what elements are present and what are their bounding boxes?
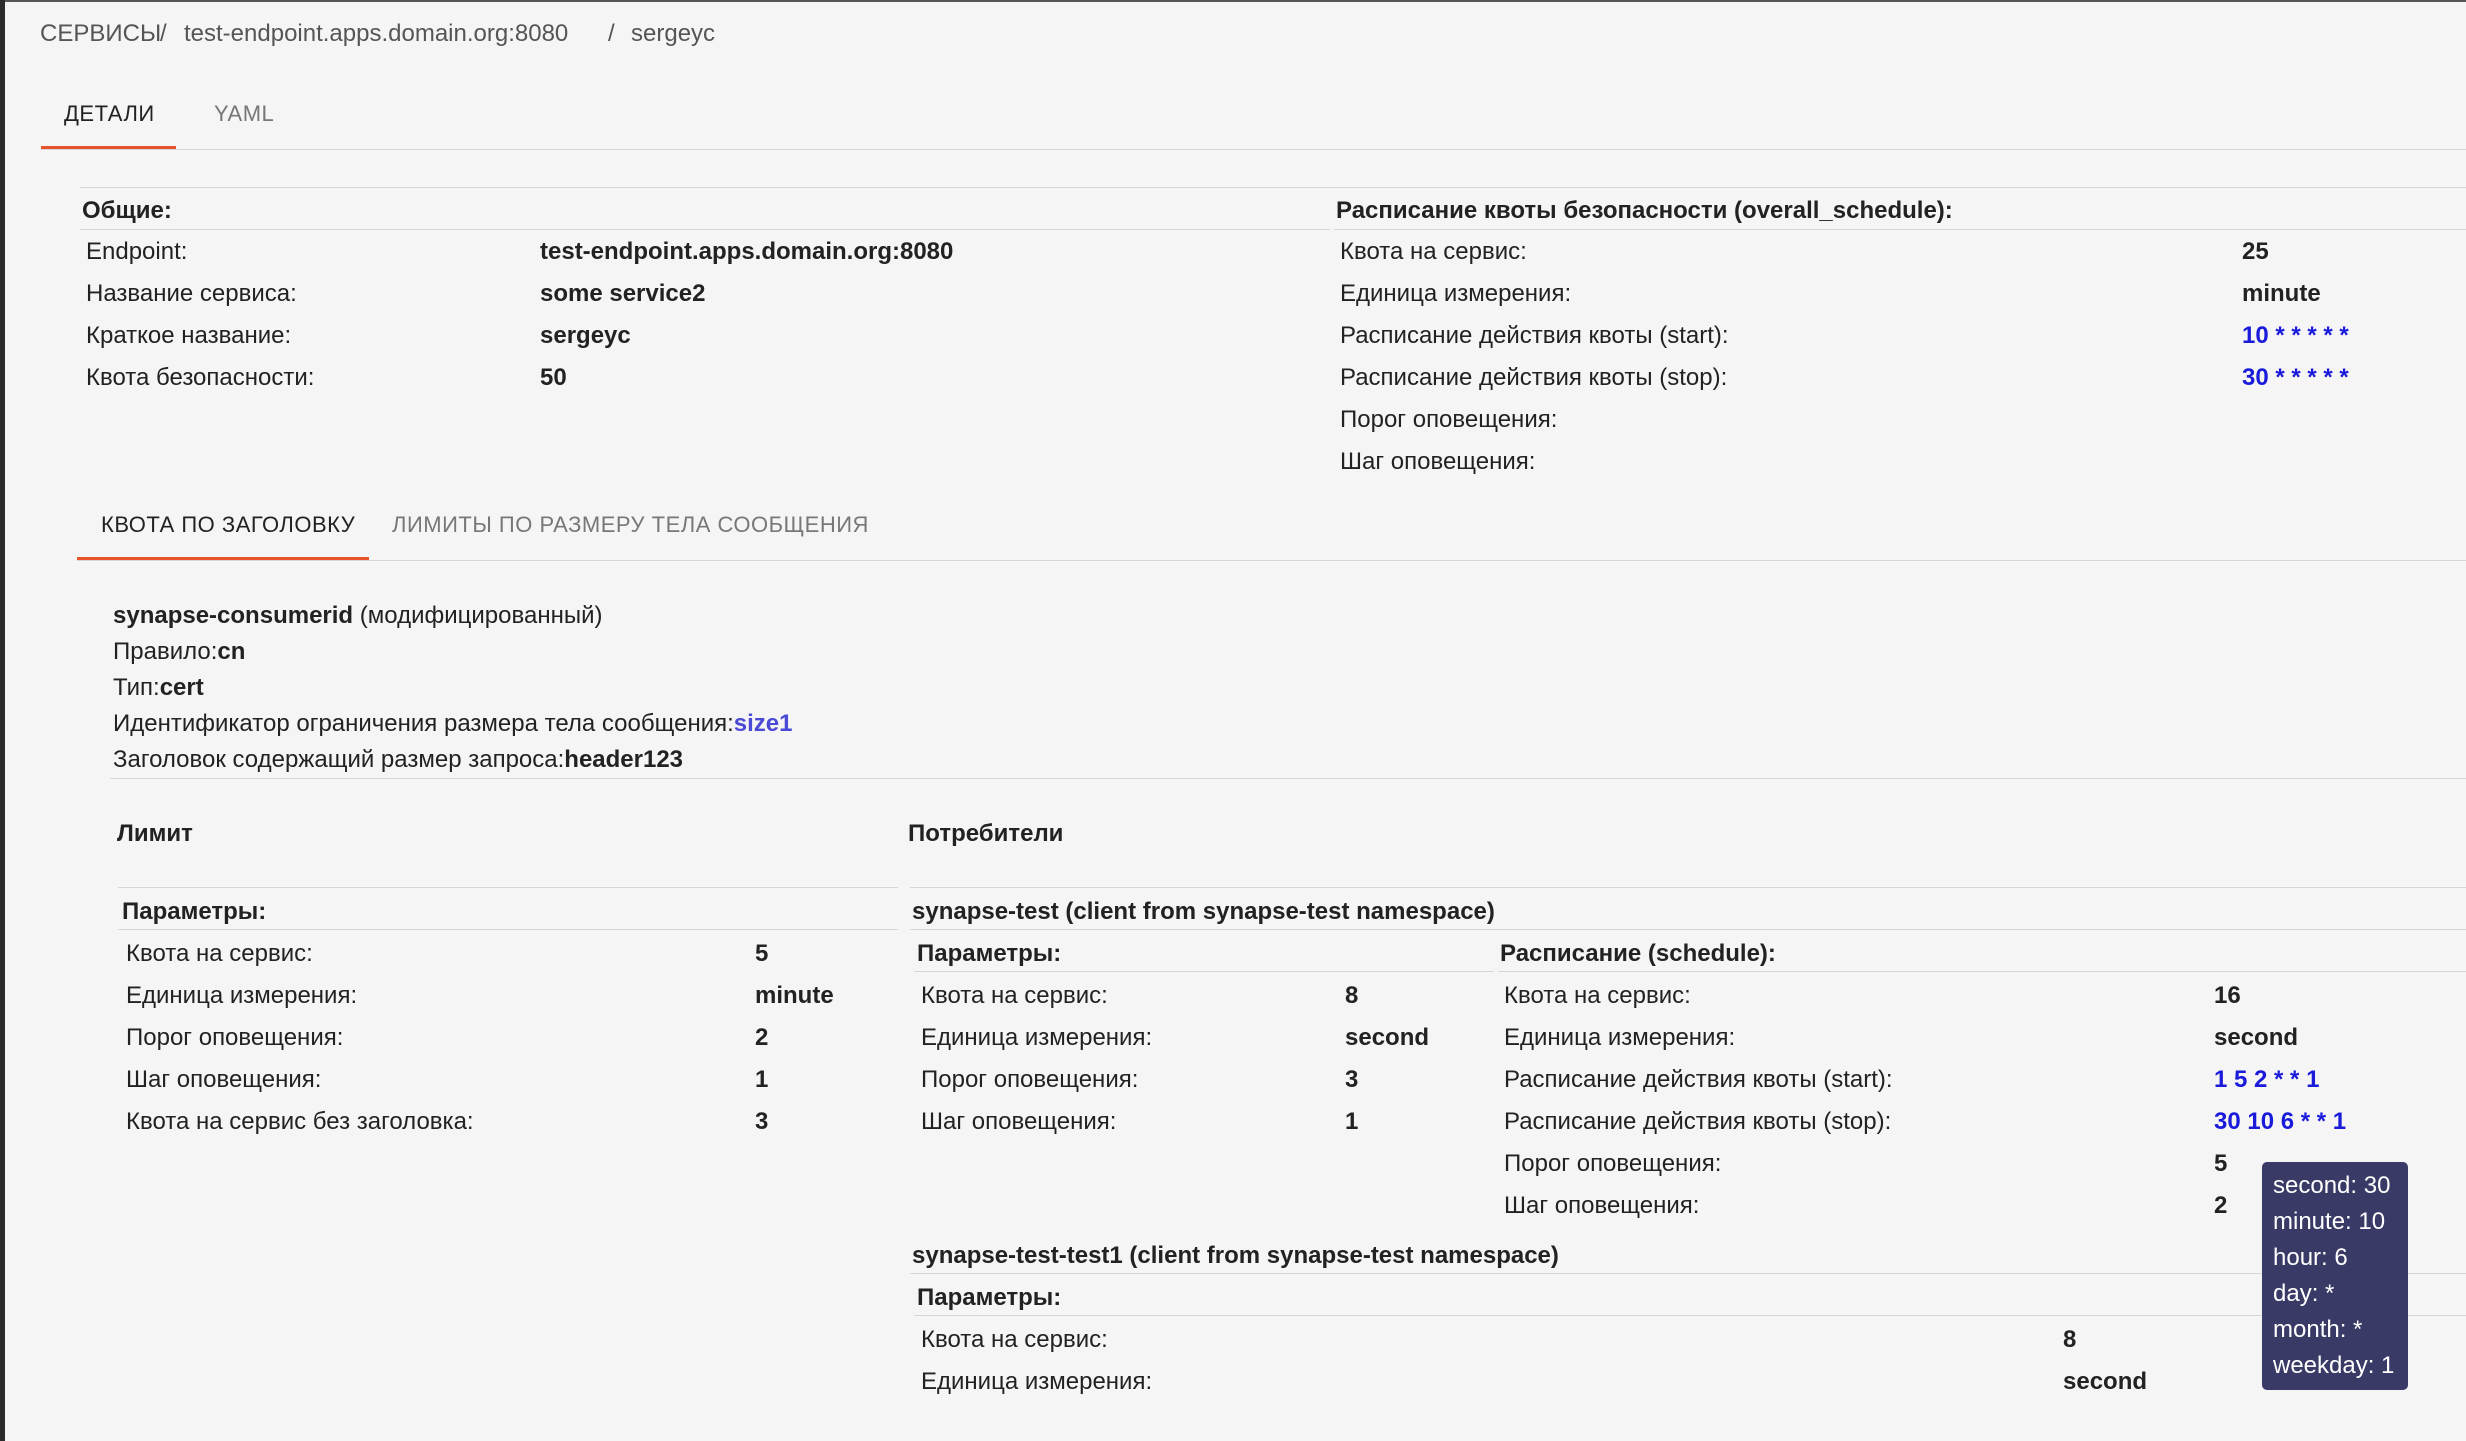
header-modified: (модифицированный) [359, 602, 603, 629]
consumer-name: synapse-test (client from synapse-test namespace) [912, 898, 1495, 925]
consumer-params-title: Параметры: [917, 1284, 1062, 1311]
consumer-param-label: Квота на сервис: [921, 1326, 1108, 1353]
breadcrumb-services-link[interactable]: СЕРВИСЫ [40, 20, 162, 47]
section-divider [118, 929, 898, 930]
section-divider [1334, 229, 2466, 230]
section-divider [80, 187, 2466, 188]
overall-label: Порог оповещения: [1340, 406, 1558, 433]
left-edge-bar [0, 0, 5, 1441]
consumer-param-value: 8 [1345, 982, 1359, 1009]
cron-start-link[interactable]: 10 * * * * * [2242, 322, 2349, 349]
general-value: some service2 [540, 280, 706, 307]
general-title: Общие: [82, 197, 172, 224]
overall-label: Расписание действия квоты (stop): [1340, 364, 1728, 391]
consumers-title: Потребители [908, 820, 1064, 847]
tooltip-line: hour: 6 [2273, 1244, 2348, 1271]
general-label: Квота безопасности: [86, 364, 315, 391]
schedule-label: Расписание действия квоты (start): [1504, 1066, 1893, 1093]
schedule-label: Расписание действия квоты (stop): [1504, 1108, 1892, 1135]
overall-schedule-title: Расписание квоты безопасности (overall_schedule): [1336, 197, 1953, 224]
general-label: Название сервиса: [86, 280, 297, 307]
header-name-line [113, 602, 602, 630]
limit-value: 1 [755, 1066, 769, 1093]
rule-value: cn [217, 638, 246, 665]
limit-label: Квота на сервис без заголовка: [126, 1108, 474, 1135]
limit-value: 5 [755, 940, 769, 967]
top-border [5, 0, 2466, 2]
cron-stop-link[interactable]: 30 * * * * * [2242, 364, 2349, 391]
limit-label: Единица измерения: [126, 982, 358, 1009]
section-divider [1498, 971, 2466, 972]
consumer-param-value: second [1345, 1024, 1430, 1051]
rule-line [113, 638, 245, 666]
schedule-label: Единица измерения: [1504, 1024, 1736, 1051]
limit-value: minute [755, 982, 834, 1009]
breadcrumb-current: sergeyc [631, 20, 716, 47]
type-label: Тип: [113, 674, 160, 701]
limit-title: Лимит [117, 820, 193, 847]
tooltip-line: month: * [2273, 1316, 2363, 1343]
breadcrumb-separator: / [608, 20, 615, 47]
rule-label: Правило: [113, 638, 218, 665]
schedule-value: second [2214, 1024, 2299, 1051]
consumer-param-value: 1 [1345, 1108, 1359, 1135]
schedule-label: Квота на сервис: [1504, 982, 1691, 1009]
general-value: 50 [540, 364, 567, 391]
section-divider [910, 929, 2466, 930]
limit-label: Порог оповещения: [126, 1024, 344, 1051]
overall-label: Расписание действия квоты (start): [1340, 322, 1729, 349]
breadcrumb-separator: / [160, 20, 167, 47]
section-divider [910, 1273, 2466, 1274]
tooltip-line: day: * [2273, 1280, 2335, 1307]
size-id-link[interactable]: size1 [733, 710, 793, 737]
size-id-label: Идентификатор ограничения размера тела сообщения: [113, 710, 734, 737]
overall-label: Шаг оповещения: [1340, 448, 1536, 475]
tab-details[interactable]: ДЕТАЛИ [64, 101, 155, 126]
section-divider [80, 229, 1330, 230]
general-label: Краткое название: [86, 322, 292, 349]
schedule-value: 5 [2214, 1150, 2228, 1177]
general-value: sergeyc [540, 322, 631, 349]
size-header-label: Заголовок содержащий размер запроса: [113, 746, 565, 773]
limit-value: 2 [755, 1024, 769, 1051]
section-divider [914, 971, 1494, 972]
breadcrumb-endpoint-link[interactable]: test-endpoint.apps.domain.org:8080 [184, 20, 569, 47]
consumer-param-label: Единица измерения: [921, 1368, 1153, 1395]
cron-start-link[interactable]: 1 5 2 * * 1 [2214, 1066, 2320, 1093]
type-line [113, 674, 204, 702]
section-divider [910, 887, 2466, 888]
schedule-label: Шаг оповещения: [1504, 1192, 1700, 1219]
consumer-param-label: Единица измерения: [921, 1024, 1153, 1051]
header-name: synapse-consumerid [113, 602, 354, 629]
size-header-line [113, 746, 683, 774]
consumer-param-label: Шаг оповещения: [921, 1108, 1117, 1135]
limit-value: 3 [755, 1108, 769, 1135]
consumer-schedule-title: Расписание (schedule): [1500, 940, 1776, 967]
consumer-param-label: Квота на сервис: [921, 982, 1108, 1009]
cron-stop-link[interactable]: 30 10 6 * * 1 [2214, 1108, 2347, 1135]
limit-label: Квота на сервис: [126, 940, 313, 967]
consumer-param-label: Порог оповещения: [921, 1066, 1139, 1093]
tooltip-line: second: 30 [2273, 1172, 2391, 1199]
overall-label: Квота на сервис: [1340, 238, 1527, 265]
consumer-param-value: 8 [2063, 1326, 2077, 1353]
overall-value: minute [2242, 280, 2321, 307]
consumer-name: synapse-test-test1 (client from synapse-test namespace) [912, 1242, 1559, 1269]
consumer-param-value: 3 [1345, 1066, 1359, 1093]
schedule-value: 2 [2214, 1192, 2228, 1219]
tooltip-line: minute: 10 [2273, 1208, 2386, 1235]
schedule-label: Порог оповещения: [1504, 1150, 1722, 1177]
tabs-divider [41, 149, 2466, 150]
tooltip-line: weekday: 1 [2273, 1352, 2395, 1379]
size-id-line [113, 710, 792, 738]
general-value: test-endpoint.apps.domain.org:8080 [540, 238, 954, 265]
type-value: cert [159, 674, 204, 701]
overall-value: 25 [2242, 238, 2269, 265]
general-label: Endpoint: [86, 238, 188, 265]
schedule-value: 16 [2214, 982, 2241, 1009]
section-divider [118, 887, 898, 888]
cron-tooltip [2262, 1162, 2408, 1390]
section-divider [914, 1315, 2466, 1316]
consumer-param-value: second [2063, 1368, 2148, 1395]
tab-header-quota[interactable]: КВОТА ПО ЗАГОЛОВКУ [101, 512, 356, 537]
subtabs-divider [77, 560, 2466, 561]
size-header-value: header123 [564, 746, 684, 773]
overall-label: Единица измерения: [1340, 280, 1572, 307]
consumer-params-title: Параметры: [917, 940, 1062, 967]
tab-body-size-limits[interactable]: ЛИМИТЫ ПО РАЗМЕРУ ТЕЛА СООБЩЕНИЯ [392, 512, 869, 537]
tab-yaml[interactable]: YAML [214, 101, 275, 126]
limit-params-title: Параметры: [122, 898, 267, 925]
limit-label: Шаг оповещения: [126, 1066, 322, 1093]
section-divider [110, 778, 2466, 779]
